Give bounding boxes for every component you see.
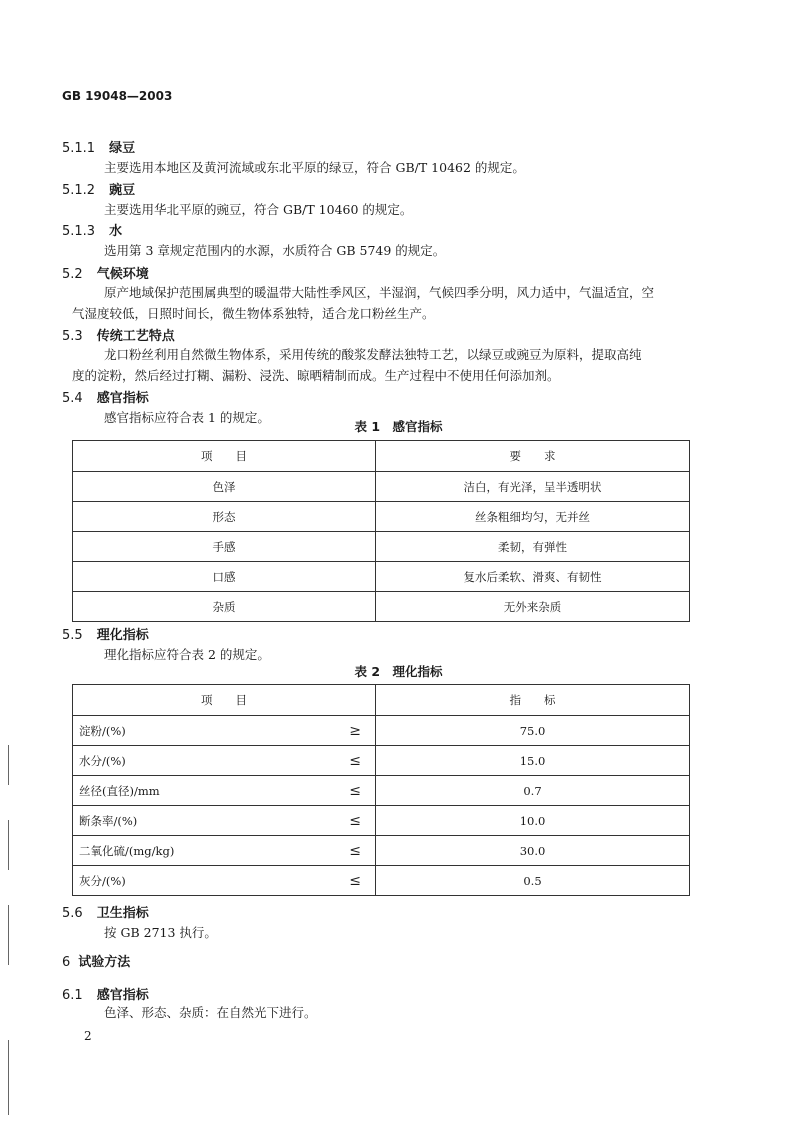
table-cell: 柔韧，有弹性	[376, 532, 690, 562]
section-6-1-text: 色泽、形态、杂质：在自然光下进行。	[104, 1005, 317, 1020]
table-cell: 灰分/(%) ≤	[73, 866, 376, 896]
table-cell: 30.0	[376, 836, 690, 866]
table-cell: 水分/(%) ≤	[73, 746, 376, 776]
table-cell: 10.0	[376, 806, 690, 836]
section-6-heading: 6 试验方法	[62, 955, 131, 970]
table-cell: 断条率/(%) ≤	[73, 806, 376, 836]
table-cell: 形态	[73, 502, 376, 532]
section-5-2-line2: 气湿度较低，日照时间长，微生物体系独特，适合龙口粉丝生产。	[72, 306, 435, 321]
table-cell: 二氧化硫/(mg/kg) ≤	[73, 836, 376, 866]
binding-mark	[8, 820, 9, 870]
table-cell: 杂质	[73, 592, 376, 622]
section-5-4-text: 感官指标应符合表 1 的规定。	[104, 410, 270, 425]
document-header: GB 19048—2003	[62, 89, 173, 103]
section-5-6-text: 按 GB 2713 执行。	[104, 925, 217, 940]
page-number: 2	[84, 1029, 92, 1043]
table1-caption: 表 1 感官指标	[354, 419, 443, 434]
table-cell: 淀粉/(%) ≥	[73, 716, 376, 746]
table-cell: 丝径(直径)/mm ≤	[73, 776, 376, 806]
table-row	[73, 472, 690, 502]
section-5-4-heading: 5.4 感官指标	[62, 391, 149, 406]
table-row	[73, 866, 690, 896]
table1-sensory	[72, 440, 690, 622]
section-5-1-3-text: 选用第 3 章规定范围内的水源，水质符合 GB 5749 的规定。	[104, 243, 446, 258]
section-6-1-heading: 6.1 感官指标	[62, 988, 149, 1003]
binding-mark	[8, 745, 9, 785]
section-5-1-1-heading: 5.1.1 绿豆	[62, 141, 136, 156]
table-cell: 75.0	[376, 716, 690, 746]
table-row	[73, 746, 690, 776]
table1-header-requirement: 要 求	[376, 441, 690, 472]
binding-mark	[8, 1040, 9, 1115]
table-row	[73, 562, 690, 592]
section-5-1-3-heading: 5.1.3 水	[62, 224, 123, 239]
table-row	[73, 716, 690, 746]
table-cell: 色泽	[73, 472, 376, 502]
table-cell: 0.5	[376, 866, 690, 896]
section-5-5-heading: 5.5 理化指标	[62, 628, 149, 643]
table-cell: 无外来杂质	[376, 592, 690, 622]
table-cell: 复水后柔软、滑爽、有韧性	[376, 562, 690, 592]
table-cell: 洁白，有光泽，呈半透明状	[376, 472, 690, 502]
table-cell: 手感	[73, 532, 376, 562]
table-row	[73, 532, 690, 562]
section-5-1-2-text: 主要选用华北平原的豌豆，符合 GB/T 10460 的规定。	[104, 202, 413, 217]
table-cell: 0.7	[376, 776, 690, 806]
section-5-1-1-text: 主要选用本地区及黄河流域或东北平原的绿豆，符合 GB/T 10462 的规定。	[104, 160, 525, 175]
section-5-2-heading: 5.2 气候环境	[62, 267, 149, 282]
table-row	[73, 502, 690, 532]
section-5-3-heading: 5.3 传统工艺特点	[62, 329, 175, 344]
section-5-2-line1: 原产地域保护范围属典型的暖温带大陆性季风区，半湿润，气候四季分明，风力适中，气温适宜，空	[104, 285, 655, 300]
table-cell: 丝条粗细均匀，无并丝	[376, 502, 690, 532]
section-5-3-line1: 龙口粉丝利用自然微生物体系，采用传统的酸浆发酵法独特工艺，以绿豆或豌豆为原料，提取高纯	[104, 347, 642, 362]
table2-physicochemical	[72, 684, 690, 896]
table-cell: 口感	[73, 562, 376, 592]
table1-header-item: 项 目	[73, 441, 376, 472]
section-5-5-text: 理化指标应符合表 2 的规定。	[104, 647, 270, 662]
table-row	[73, 776, 690, 806]
table-row	[73, 836, 690, 866]
section-5-6-heading: 5.6 卫生指标	[62, 906, 149, 921]
table2-header-index: 指 标	[376, 685, 690, 716]
table2-caption: 表 2 理化指标	[354, 664, 443, 679]
section-5-3-line2: 度的淀粉，然后经过打糊、漏粉、浸洗、晾晒精制而成。生产过程中不使用任何添加剂。	[72, 368, 560, 383]
table-cell: 15.0	[376, 746, 690, 776]
table-row	[73, 592, 690, 622]
table-row	[73, 806, 690, 836]
table2-header-item: 项 目	[73, 685, 376, 716]
section-5-1-2-heading: 5.1.2 豌豆	[62, 183, 136, 198]
binding-mark	[8, 905, 9, 965]
